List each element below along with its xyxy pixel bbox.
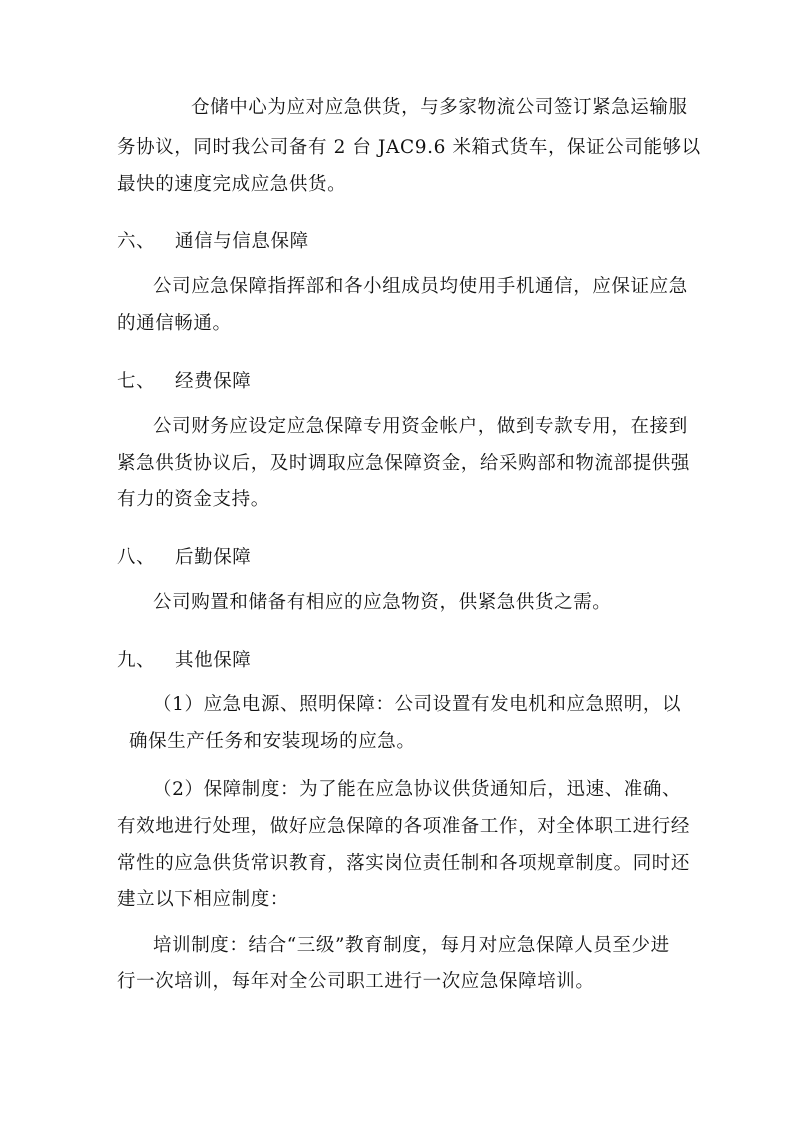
paragraph-line: 仓储中心为应对应急供货，与多家物流公司签订紧急运输服 [191,97,688,118]
paragraph-line: （1）应急电源、照明保障：公司设置有发电机和应急照明，以 [153,694,682,715]
section-title: 后勤保障 [175,547,252,568]
section-heading-8 [117,547,677,569]
section-title: 其他保障 [175,650,252,671]
section-number: 九、 [117,650,156,671]
section-heading-9 [117,650,677,672]
paragraph-line: 确保生产任务和安装现场的应急。 [129,731,416,752]
section-number: 六、 [117,231,156,252]
paragraph-line: （2）保障制度：为了能在应急协议供货通知后，迅速、准确、 [153,779,682,800]
paragraph-line: 常性的应急供货常识教育，落实岗位责任制和各项规章制度。同时还 [117,853,691,874]
paragraph-line: 务协议，同时我公司备有 2 台 JAC9.6 米箱式货车，保证公司能够以 [117,137,701,158]
paragraph-line: 有力的资金支持。 [117,489,270,510]
paragraph-line: 公司应急保障指挥部和各小组成员均使用手机通信，应保证应急 [153,276,688,297]
paragraph-line: 有效地进行处理，做好应急保障的各项准备工作，对全体职工进行经 [117,816,691,837]
section-title: 经费保障 [175,371,252,392]
paragraph-line: 行一次培训，每年对全公司职工进行一次应急保障培训。 [117,971,595,992]
section-heading-7 [117,371,677,393]
paragraph-line: 公司购置和储备有相应的应急物资，供紧急供货之需。 [153,592,612,613]
section-title: 通信与信息保障 [175,231,309,252]
paragraph-line: 建立以下相应制度： [117,889,289,910]
paragraph-line: 紧急供货协议后，及时调取应急保障资金，给采购部和物流部提供强 [117,453,691,474]
paragraph-line: 的通信畅通。 [117,313,232,334]
paragraph-line: 公司财务应设定应急保障专用资金帐户，做到专款专用，在接到 [153,416,688,437]
section-heading-6 [117,231,677,253]
paragraph-line: 培训制度：结合“三级”教育制度，每月对应急保障人员至少进 [153,935,670,956]
section-number: 七、 [117,371,156,392]
paragraph-line: 最快的速度完成应急供货。 [117,174,347,195]
section-number: 八、 [117,547,156,568]
